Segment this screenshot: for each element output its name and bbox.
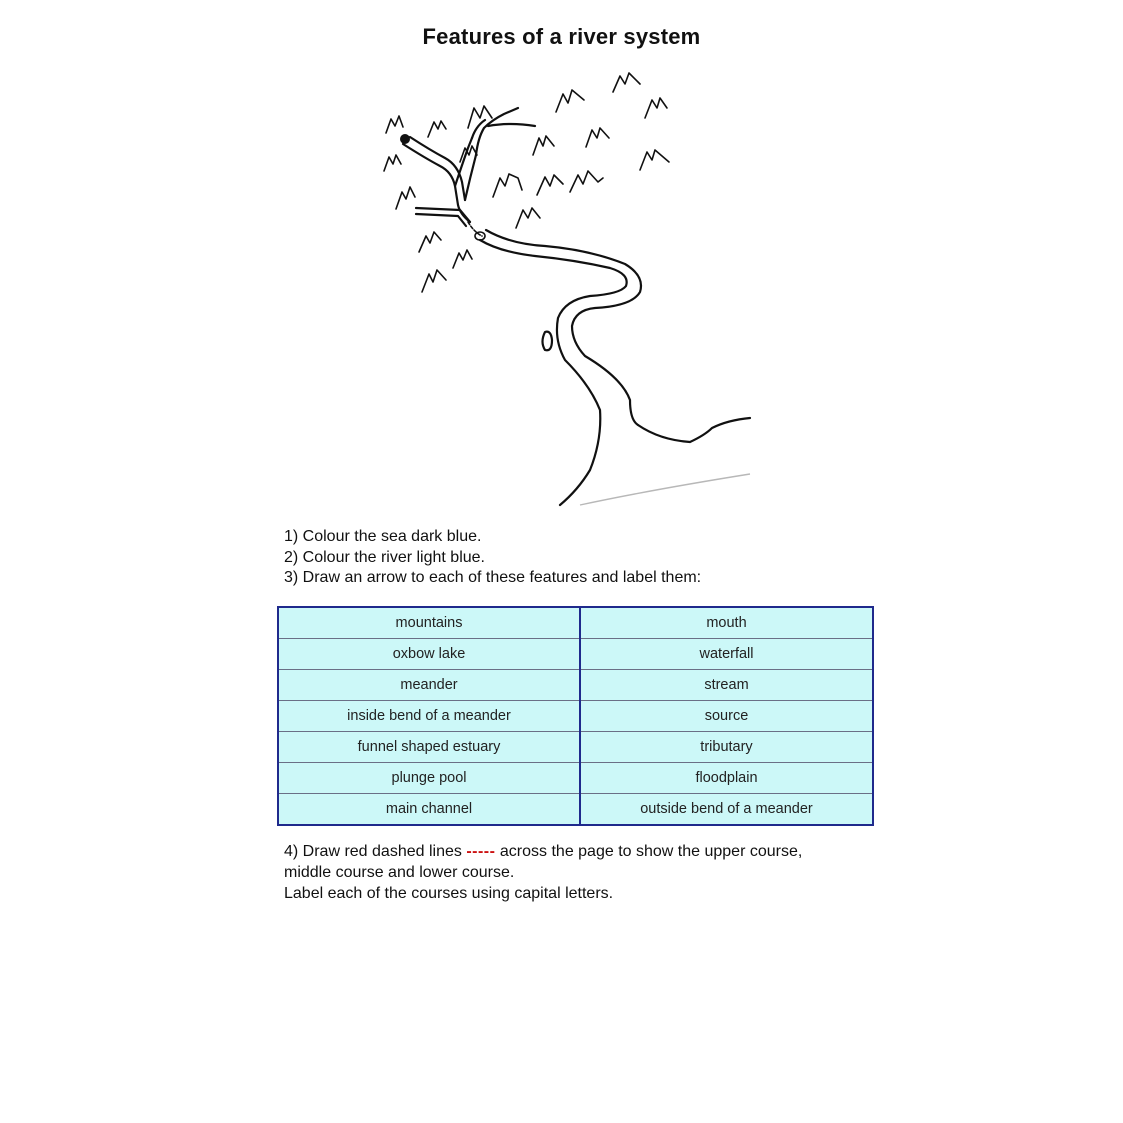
page-title: Features of a river system	[422, 24, 701, 49]
feature-cell: source	[580, 701, 873, 732]
feature-cell: mountains	[278, 607, 580, 639]
instruction-1: 1) Colour the sea dark blue.	[284, 528, 482, 545]
river-system-drawing	[370, 66, 760, 511]
river-lines	[400, 108, 750, 505]
mountains-group	[384, 73, 669, 292]
features-table-container	[277, 606, 874, 822]
table-row	[278, 607, 873, 639]
feature-cell: plunge pool	[278, 763, 580, 794]
step-4-text	[284, 841, 844, 883]
feature-cell: waterfall	[580, 639, 873, 670]
feature-cell: floodplain	[580, 763, 873, 794]
feature-cell: tributary	[580, 732, 873, 763]
step-4-before: 4) Draw red dashed lines	[284, 843, 467, 860]
feature-cell: inside bend of a meander	[278, 701, 580, 732]
feature-cell: mouth	[706, 615, 747, 631]
feature-cell: outside bend of a meander	[580, 794, 873, 826]
feature-cell: funnel shaped estuary	[278, 732, 580, 763]
table-row	[278, 701, 873, 732]
feature-cell: oxbow lake	[278, 639, 580, 670]
step-4-instructions	[284, 841, 844, 904]
step-4-line-2: Label each of the courses using capital letters.	[284, 885, 614, 902]
table-row	[278, 732, 873, 763]
feature-cell: main channel	[278, 794, 580, 826]
table-row	[278, 639, 873, 670]
feature-cell: meander	[278, 670, 580, 701]
table-row	[278, 670, 873, 701]
features-table	[277, 606, 874, 826]
red-dash-sample: -----	[466, 843, 496, 860]
table-row	[278, 794, 873, 826]
instruction-3: 3) Draw an arrow to each of these features and label them:	[284, 569, 702, 586]
step-4-after: across the page to show the upper course, middle course and lower course.	[284, 843, 803, 881]
table-row	[278, 763, 873, 794]
instructions-list	[284, 527, 701, 589]
feature-cell: stream	[580, 670, 873, 701]
instruction-2: 2) Colour the river light blue.	[284, 548, 485, 566]
